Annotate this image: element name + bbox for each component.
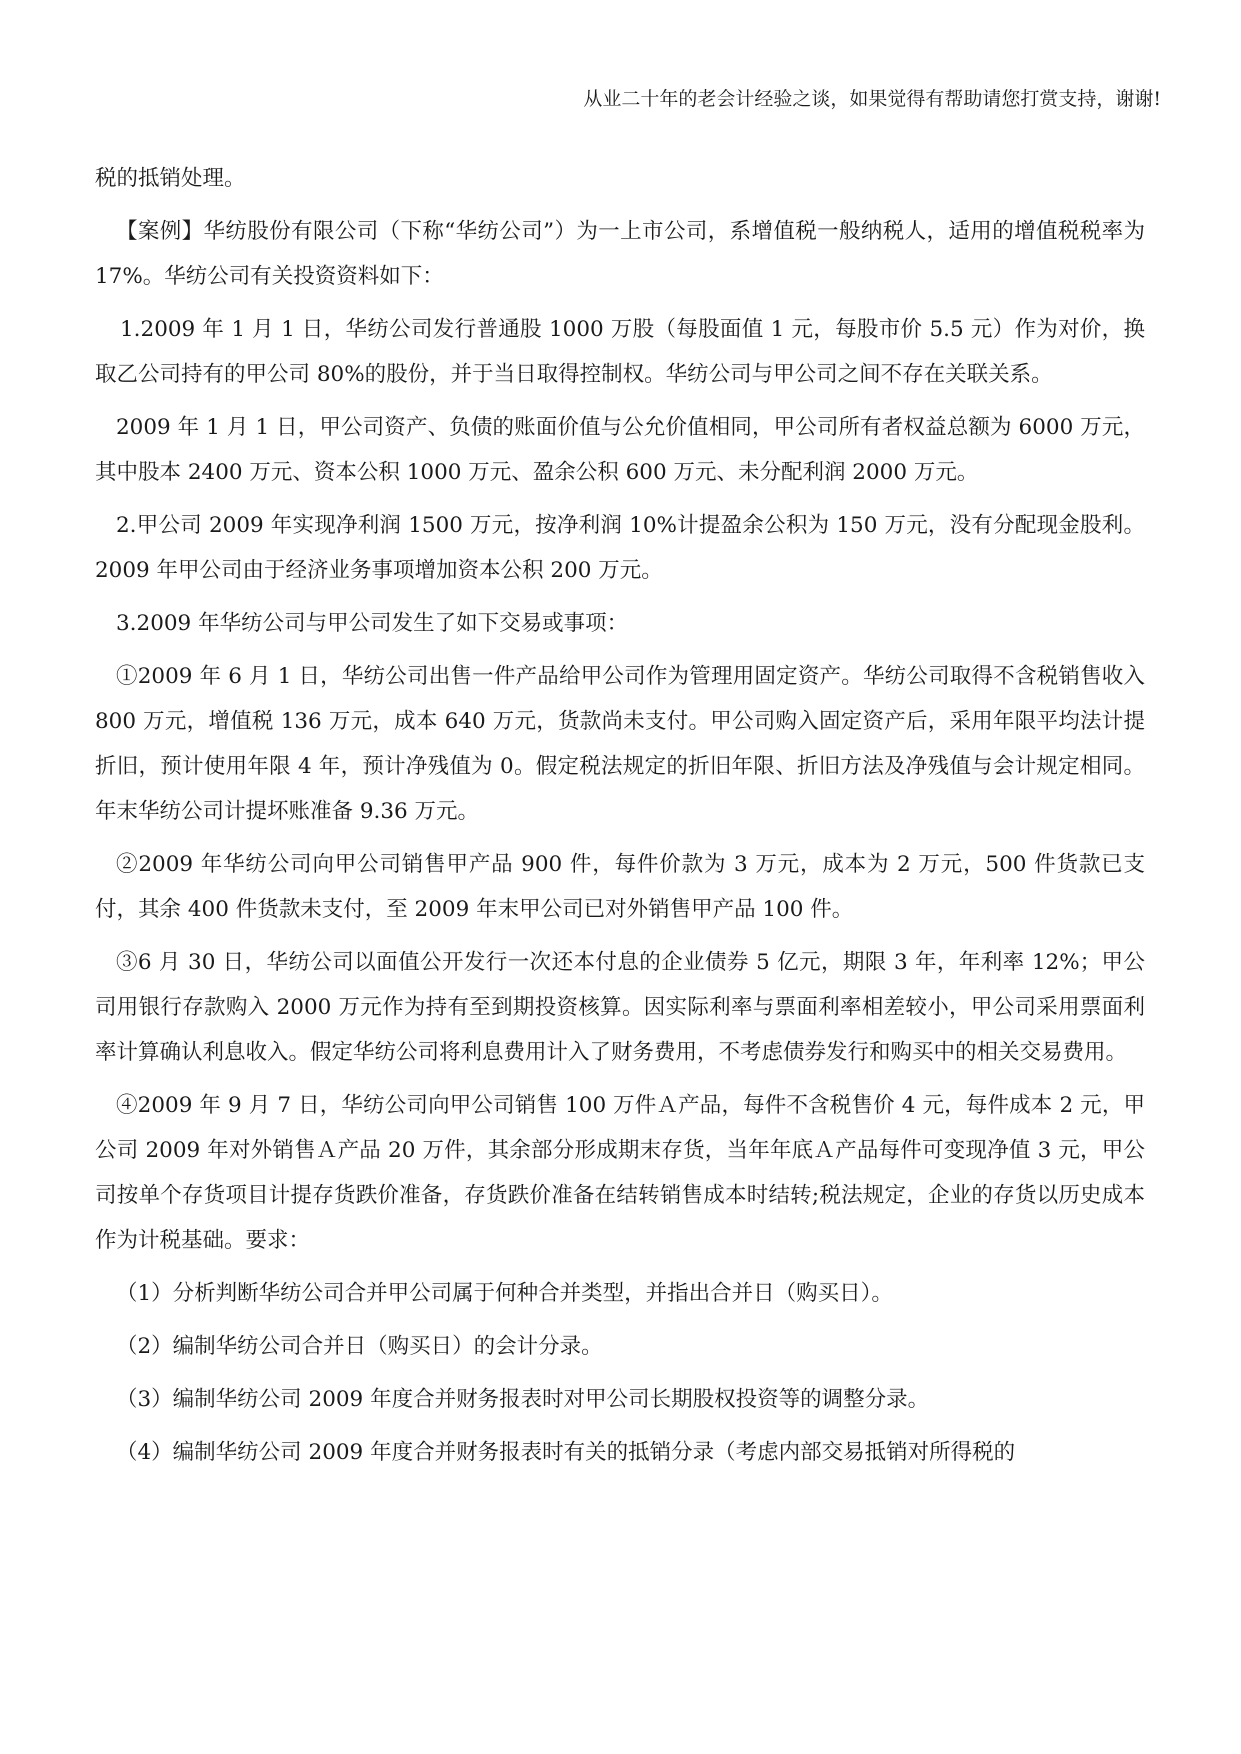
paragraph-transaction-3: ③6 月 30 日，华纺公司以面值公开发行一次还本付息的企业债券 5 亿元，期限 3 年，年利率 12%；甲公司用银行存款购入 2000 万元作为持有至到期投资核算。因实际利率与票面利率相差较小，甲公司采用票面利率计算确认利息收入。假定华纺公司将利息费用计入了财务费用，不考虑债券发行和购买中的相关交易费用。 [95,950,1145,1065]
paragraph-transaction-1: ①2009 年 6 月 1 日，华纺公司出售一件产品给甲公司作为管理用固定资产。华纺公司取得不含税销售收入 800 万元，增值税 136 万元，成本 640 万元，货款尚未支付。甲公司购入固定资产后，采用年限平均法计提折旧，预计使用年限 4 年，预计净残值为 0。假定税法规定的折旧年限、折旧方法及净残值与会计规定相同。年末华纺公司计提坏账准备 9.36 万元。 [95,664,1145,824]
paragraph-equity: 2009 年 1 月 1 日，甲公司资产、负债的账面价值与公允价值相同，甲公司所有者权益总额为 6000 万元，其中股本 2400 万元、资本公积 1000 万元、盈余公积 600 万元、未分配利润 2000 万元。 [95,415,1145,485]
paragraph-item-3: 3.2009 年华纺公司与甲公司发生了如下交易或事项： [116,611,629,636]
paragraph-item-1: 1.2009 年 1 月 1 日，华纺公司发行普通股 1000 万股（每股面值 1 元，每股市价 5.5 元）作为对价，换取乙公司持有的甲公司 80%的股份，并于当日取得控制权。华纺公司与甲公司之间不存在关联关系。 [95,317,1145,387]
paragraph-requirement-2: （2）编制华纺公司合并日（购买日）的会计分录。 [116,1334,603,1359]
paragraph-requirement-1: （1）分析判断华纺公司合并甲公司属于何种合并类型，并指出合并日（购买日）。 [116,1281,893,1306]
document-body [95,156,1145,1483]
paragraph-transaction-4: ④2009 年 9 月 7 日，华纺公司向甲公司销售 100 万件Ａ产品，每件不含税售价 4 元，每件成本 2 元，甲公司 2009 年对外销售Ａ产品 20 万件，其余部分形成期末存货，当年年底Ａ产品每件可变现净值 3 元，甲公司按单个存货项目计提存货跌价准备，存货跌价准备在结转销售成本时结转;税法规定，企业的存货以历史成本作为计税基础。要求： [95,1093,1145,1253]
paragraph-transaction-2: ②2009 年华纺公司向甲公司销售甲产品 900 件，每件价款为 3 万元，成本为 2 万元，500 件货款已支付，其余 400 件货款未支付，至 2009 年末甲公司已对外销售甲产品 100 件。 [95,852,1145,922]
paragraph-requirement-3: （3）编制华纺公司 2009 年度合并财务报表时对甲公司长期股权投资等的调整分录。 [116,1387,930,1412]
paragraph-case-intro: 【案例】华纺股份有限公司（下称“华纺公司”）为一上市公司，系增值税一般纳税人，适用的增值税税率为 17%。华纺公司有关投资资料如下： [95,219,1145,289]
paragraph-requirement-4: （4）编制华纺公司 2009 年度合并财务报表时有关的抵销分录（考虑内部交易抵销对所得税的 [116,1440,1016,1465]
paragraph-continuation: 税的抵销处理。 [95,166,246,191]
header-note: 从业二十年的老会计经验之谈，如果觉得有帮助请您打赏支持，谢谢! [583,88,1161,110]
paragraph-item-2: 2.甲公司 2009 年实现净利润 1500 万元，按净利润 10%计提盈余公积为 150 万元，没有分配现金股利。2009 年甲公司由于经济业务事项增加资本公积 200 万元。 [95,513,1145,583]
